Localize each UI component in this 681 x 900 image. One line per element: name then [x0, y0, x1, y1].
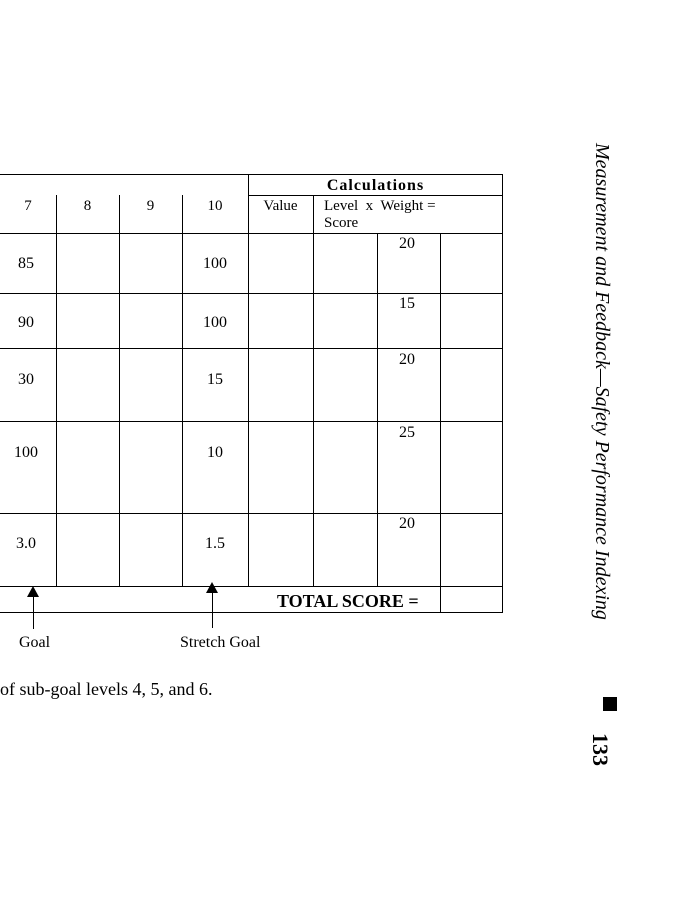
- page-number: 133: [588, 733, 613, 766]
- table-rule: [0, 513, 503, 514]
- column-header-10: 10: [207, 198, 223, 214]
- table-rule: [248, 174, 249, 586]
- table-rule: [440, 233, 441, 612]
- calculations-title: Calculations: [326, 177, 425, 194]
- row2-level7: 90: [18, 314, 34, 331]
- table-rule: [119, 195, 120, 586]
- table-rule: [0, 612, 503, 613]
- table-rule: [0, 421, 503, 422]
- goal-label: Goal: [19, 634, 51, 651]
- row4-level7: 100: [14, 444, 38, 461]
- stretch-goal-label: Stretch Goal: [180, 634, 261, 651]
- row1-level10: 100: [203, 255, 227, 272]
- goal-arrow-stem: [33, 596, 34, 629]
- table-rule: [248, 195, 503, 196]
- row5-weight: 20: [399, 515, 415, 532]
- row3-level7: 30: [18, 371, 34, 388]
- row5-level7: 3.0: [16, 535, 36, 552]
- column-header-9: 9: [146, 198, 155, 214]
- table-rule: [0, 233, 503, 234]
- running-header-title: Measurement and Feedback—Safety Performance Indexing: [591, 143, 613, 620]
- row3-level10: 15: [207, 371, 223, 388]
- table-rule: [502, 174, 503, 612]
- row4-level10: 10: [207, 444, 223, 461]
- row1-level7: 85: [18, 255, 34, 272]
- value-header: Value: [263, 198, 298, 214]
- table-rule: [182, 195, 183, 586]
- row2-weight: 15: [399, 295, 415, 312]
- formula-header-score: Score: [324, 215, 359, 231]
- table-rule: [0, 586, 503, 587]
- stretch-goal-arrow-stem: [212, 592, 213, 628]
- bullet-square-icon: [603, 697, 617, 711]
- table-rule: [0, 293, 503, 294]
- column-header-7: 7: [24, 198, 32, 214]
- table-rule: [0, 348, 503, 349]
- table-rule: [313, 195, 314, 586]
- table-rule: [56, 195, 57, 586]
- total-score-label: TOTAL SCORE =: [277, 591, 419, 611]
- column-header-8: 8: [83, 198, 92, 214]
- formula-header: Level x Weight =: [324, 198, 436, 214]
- row4-weight: 25: [399, 424, 415, 441]
- row3-weight: 20: [399, 351, 415, 368]
- row2-level10: 100: [203, 314, 227, 331]
- footnote-text: of sub-goal levels 4, 5, and 6.: [0, 679, 213, 699]
- row5-level10: 1.5: [205, 535, 225, 552]
- table-rule: [0, 174, 503, 175]
- row1-weight: 20: [399, 235, 415, 252]
- table-rule: [377, 233, 378, 586]
